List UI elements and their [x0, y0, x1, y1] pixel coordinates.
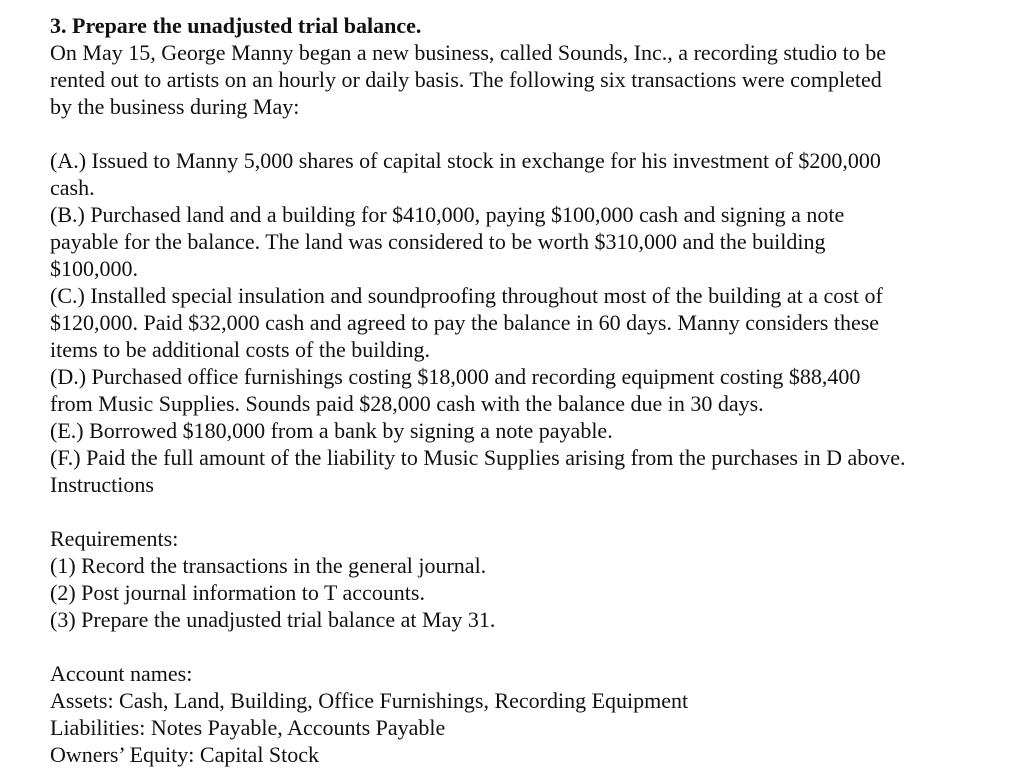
- problem-heading: 3. Prepare the unadjusted trial balance.: [50, 13, 422, 38]
- equity-accounts: Owners’ Equity: Capital Stock: [50, 742, 320, 767]
- spacer: [50, 120, 1010, 147]
- liabilities-accounts: Liabilities: Notes Payable, Accounts Payable: [50, 715, 446, 740]
- transaction-line: $120,000. Paid $32,000 cash and agreed to pay the balance in 60 days. Manny considers these: [50, 310, 880, 335]
- instructions-label: Instructions: [50, 472, 154, 497]
- requirements-section: [50, 525, 1010, 633]
- transaction-line: (D.) Purchased office furnishings costing $18,000 and recording equipment costing $88,400: [50, 364, 861, 389]
- requirement-item: (3) Prepare the unadjusted trial balance at May 31.: [50, 607, 496, 632]
- intro-line: rented out to artists on an hourly or daily basis. The following six transactions were completed: [50, 67, 882, 92]
- account-names-title: Account names:: [50, 661, 193, 686]
- document: [50, 12, 1010, 768]
- transaction-line: (F.) Paid the full amount of the liability to Music Supplies arising from the purchases in D above.: [50, 445, 906, 470]
- transaction-line: cash.: [50, 175, 95, 200]
- assets-accounts: Assets: Cash, Land, Building, Office Furnishings, Recording Equipment: [50, 688, 689, 713]
- transaction-line: (C.) Installed special insulation and soundproofing throughout most of the building at a cost of: [50, 283, 883, 308]
- intro-paragraph: [50, 39, 1010, 120]
- spacer: [50, 633, 1010, 660]
- requirements-title: Requirements:: [50, 526, 179, 551]
- transaction-line: from Music Supplies. Sounds paid $28,000 cash with the balance due in 30 days.: [50, 391, 764, 416]
- transaction-line: (A.) Issued to Manny 5,000 shares of capital stock in exchange for his investment of $200,000: [50, 148, 881, 173]
- account-names-section: [50, 660, 1010, 768]
- transaction-line: $100,000.: [50, 256, 138, 281]
- requirement-item: (2) Post journal information to T accounts.: [50, 580, 425, 605]
- transaction-line: (E.) Borrowed $180,000 from a bank by signing a note payable.: [50, 418, 613, 443]
- transaction-line: payable for the balance. The land was considered to be worth $310,000 and the building: [50, 229, 826, 254]
- transaction-line: (B.) Purchased land and a building for $410,000, paying $100,000 cash and signing a note: [50, 202, 845, 227]
- transactions-list: [50, 147, 1010, 498]
- transaction-line: items to be additional costs of the building.: [50, 337, 431, 362]
- spacer: [50, 498, 1010, 525]
- requirement-item: (1) Record the transactions in the general journal.: [50, 553, 487, 578]
- intro-line: by the business during May:: [50, 94, 300, 119]
- intro-line: On May 15, George Manny began a new business, called Sounds, Inc., a recording studio to be: [50, 40, 887, 65]
